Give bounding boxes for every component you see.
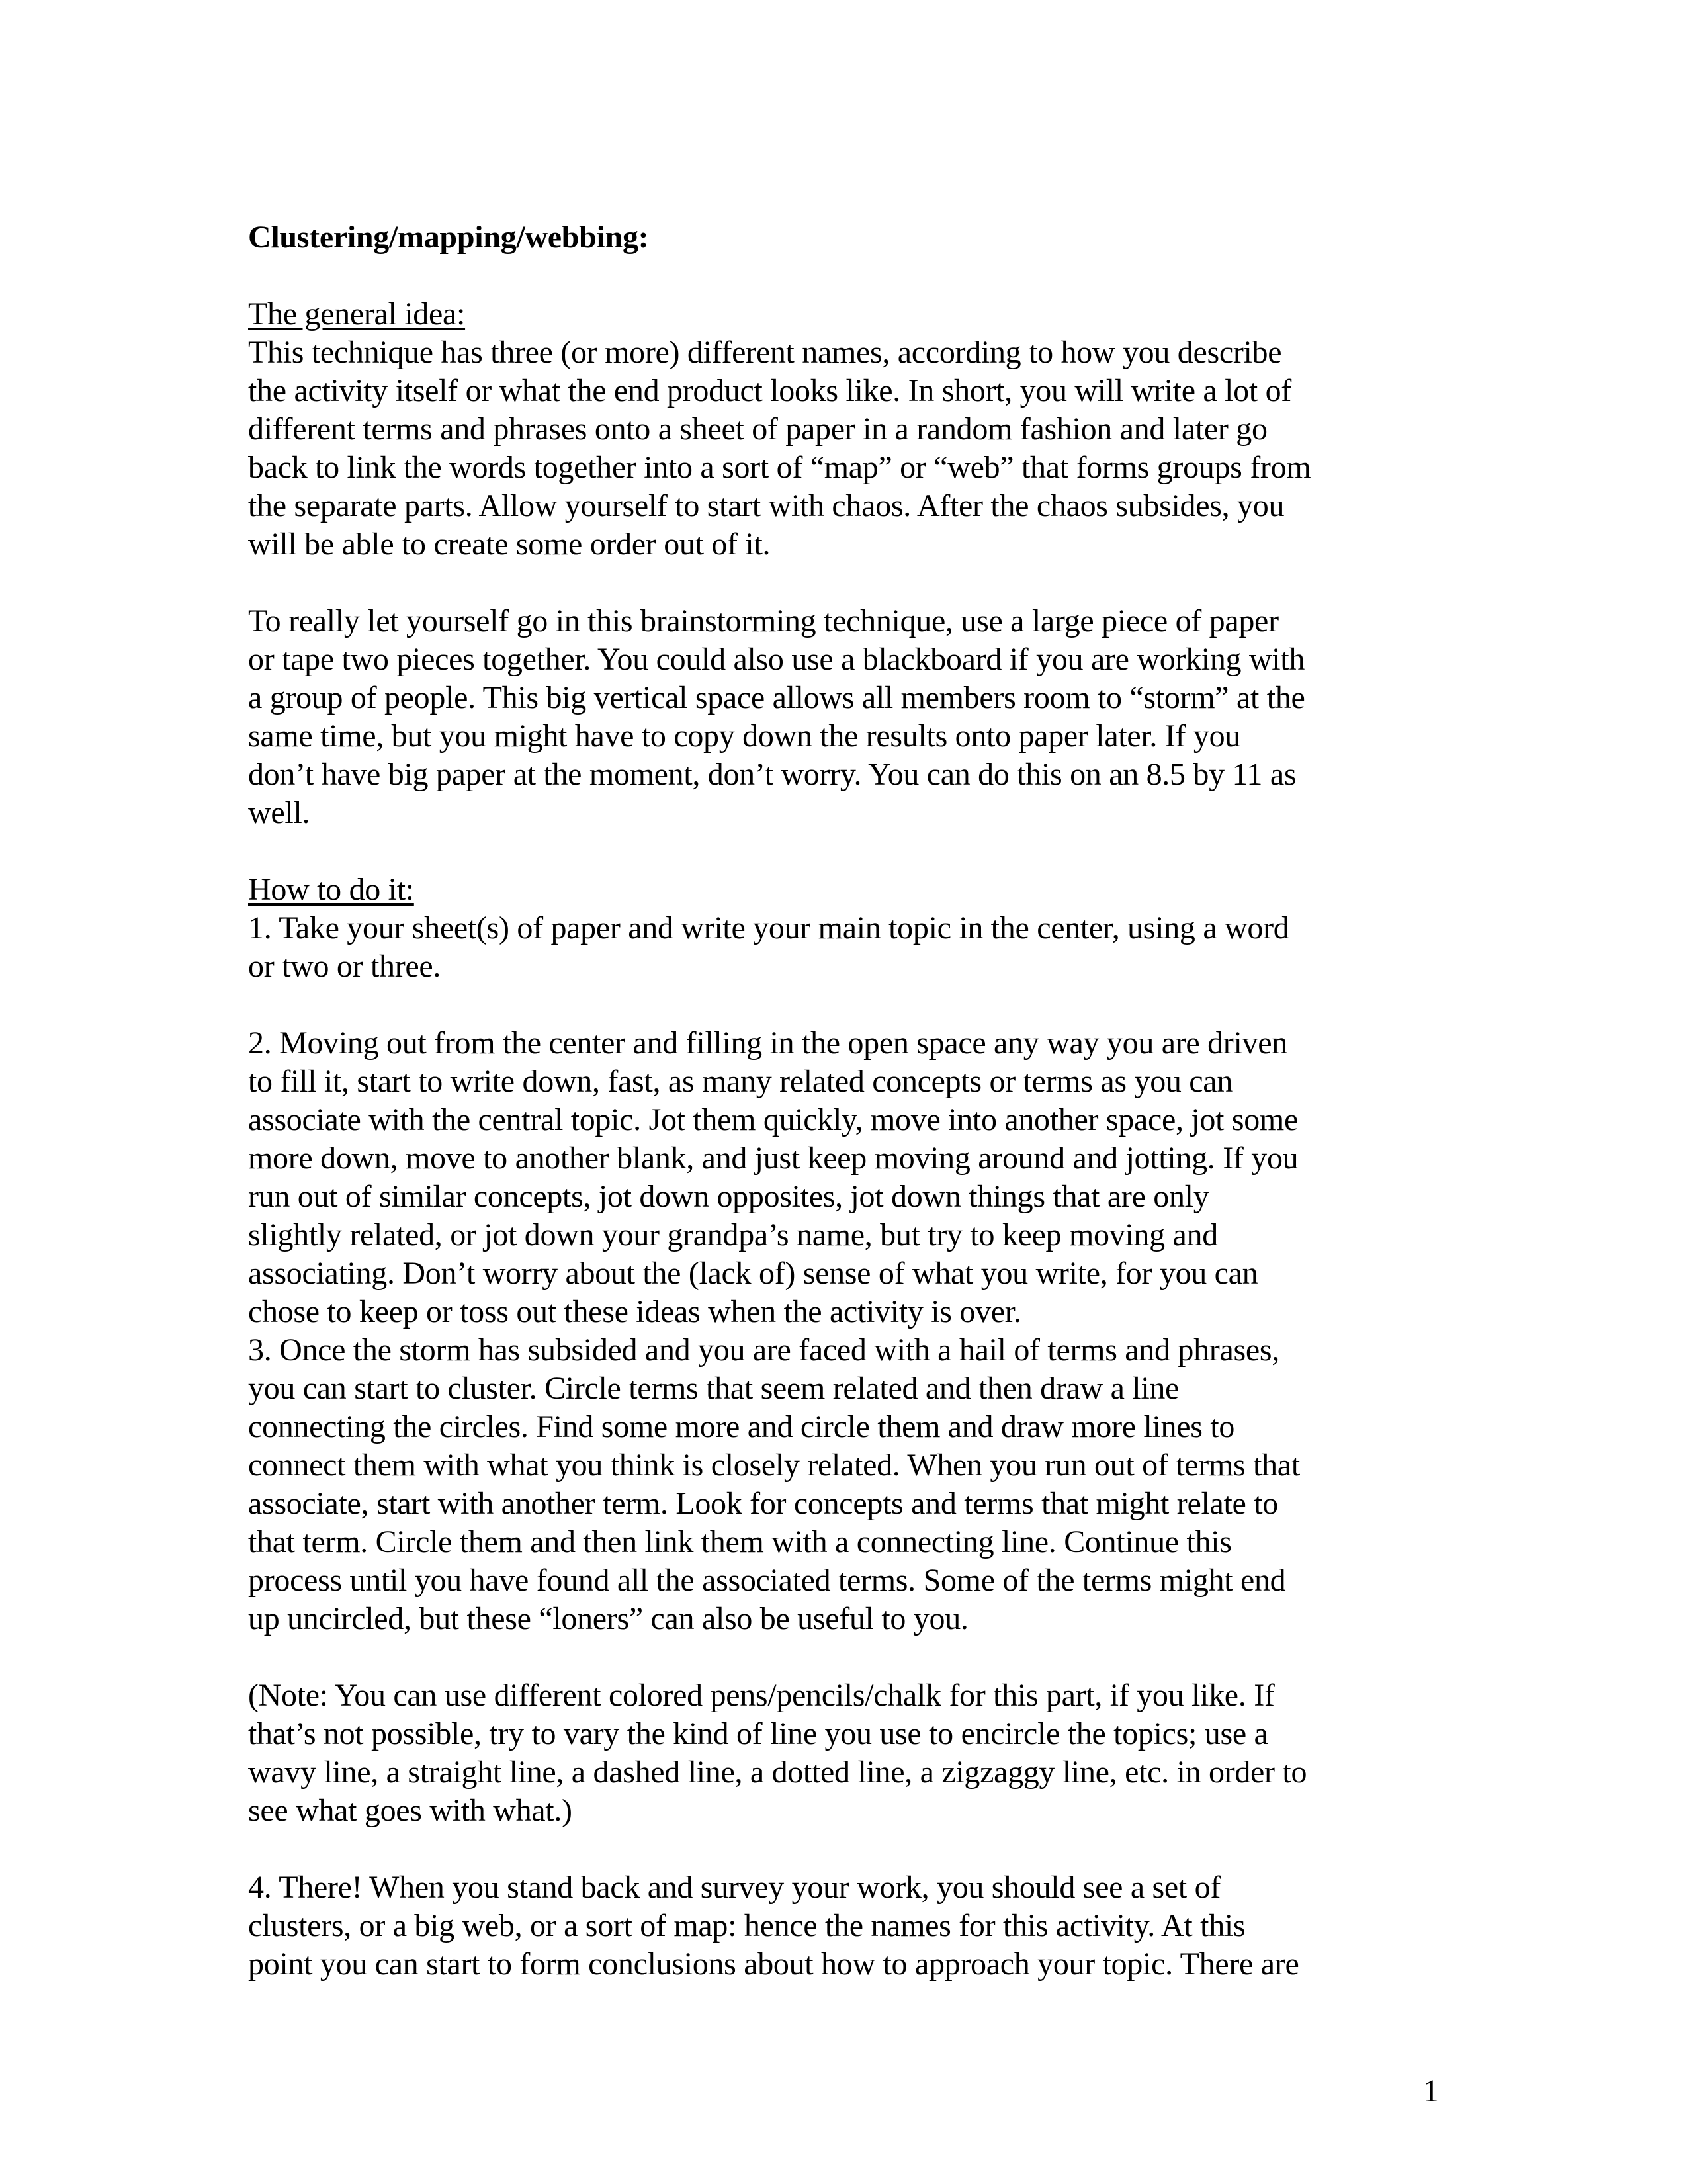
spacer [248, 832, 1449, 871]
body-line: back to link the words together into a sort of “map” or “web” that forms groups from [248, 450, 1311, 485]
body-line: 3. Once the storm has subsided and you are faced with a hail of terms and phrases, [248, 1332, 1279, 1368]
body-line: to fill it, start to write down, fast, as many related concepts or terms as you can [248, 1064, 1233, 1099]
body-line: wavy line, a straight line, a dashed line, a dotted line, a zigzaggy line, etc. in order to [248, 1755, 1307, 1790]
body-line: the separate parts. Allow yourself to start with chaos. After the chaos subsides, you [248, 488, 1285, 523]
spacer [248, 986, 1449, 1024]
body-line: that’s not possible, try to vary the kind of line you use to encircle the topics; use a [248, 1716, 1268, 1751]
document-title: Clustering/mapping/webbing: [248, 220, 649, 255]
body-line: To really let yourself go in this brainstorming technique, use a large piece of paper [248, 603, 1279, 638]
body-line: you can start to cluster. Circle terms that seem related and then draw a line [248, 1371, 1180, 1406]
document-body [248, 218, 1449, 1984]
section-heading: The general idea: [248, 296, 466, 331]
body-line: or tape two pieces together. You could also use a blackboard if you are working with [248, 642, 1305, 677]
body-line: 1. Take your sheet(s) of paper and write your main topic in the center, using a word [248, 910, 1289, 945]
body-line: connect them with what you think is closely related. When you run out of terms that [248, 1448, 1300, 1483]
section-heading: How to do it: [248, 872, 414, 907]
body-line: run out of similar concepts, jot down opposites, jot down things that are only [248, 1179, 1209, 1214]
body-line: associating. Don’t worry about the (lack of) sense of what you write, for you can [248, 1256, 1258, 1291]
body-line: associate with the central topic. Jot them quickly, move into another space, jot some [248, 1102, 1298, 1137]
body-line: connecting the circles. Find some more and circle them and draw more lines to [248, 1409, 1235, 1444]
body-line: the activity itself or what the end product looks like. In short, you will write a lot of [248, 373, 1291, 408]
body-line: 2. Moving out from the center and filling in the open space any way you are driven [248, 1026, 1287, 1061]
body-line: a group of people. This big vertical space allows all members room to “storm” at the [248, 680, 1305, 715]
spacer [248, 1638, 1449, 1677]
body-line: (Note: You can use different colored pens/pencils/chalk for this part, if you like. If [248, 1678, 1275, 1713]
body-line: same time, but you might have to copy down the results onto paper later. If you [248, 719, 1240, 754]
spacer [248, 257, 1449, 295]
body-line: associate, start with another term. Look for concepts and terms that might relate to [248, 1486, 1278, 1521]
body-line: well. [248, 795, 310, 830]
body-line: 4. There! When you stand back and survey your work, you should see a set of [248, 1870, 1221, 1905]
body-line: different terms and phrases onto a sheet of paper in a random fashion and later go [248, 412, 1268, 447]
body-line: chose to keep or toss out these ideas when the activity is over. [248, 1294, 1021, 1329]
body-line: point you can start to form conclusions about how to approach your topic. There are [248, 1946, 1299, 1982]
body-line: that term. Circle them and then link them with a connecting line. Continue this [248, 1524, 1232, 1559]
spacer [248, 1830, 1449, 1868]
page-number: 1 [1423, 2074, 1439, 2109]
spacer [248, 564, 1449, 602]
body-line: see what goes with what.) [248, 1793, 572, 1828]
body-line: don’t have big paper at the moment, don’t worry. You can do this on an 8.5 by 11 as [248, 757, 1297, 792]
body-line: or two or three. [248, 949, 441, 984]
body-line: This technique has three (or more) different names, according to how you describe [248, 335, 1282, 370]
body-line: clusters, or a big web, or a sort of map: hence the names for this activity. At this [248, 1908, 1246, 1943]
body-line: process until you have found all the associated terms. Some of the terms might end [248, 1563, 1286, 1598]
body-line: up uncircled, but these “loners” can also be useful to you. [248, 1601, 969, 1636]
body-line: slightly related, or jot down your grandpa’s name, but try to keep moving and [248, 1217, 1218, 1252]
body-line: will be able to create some order out of it. [248, 527, 771, 562]
body-line: more down, move to another blank, and just keep moving around and jotting. If you [248, 1141, 1299, 1176]
